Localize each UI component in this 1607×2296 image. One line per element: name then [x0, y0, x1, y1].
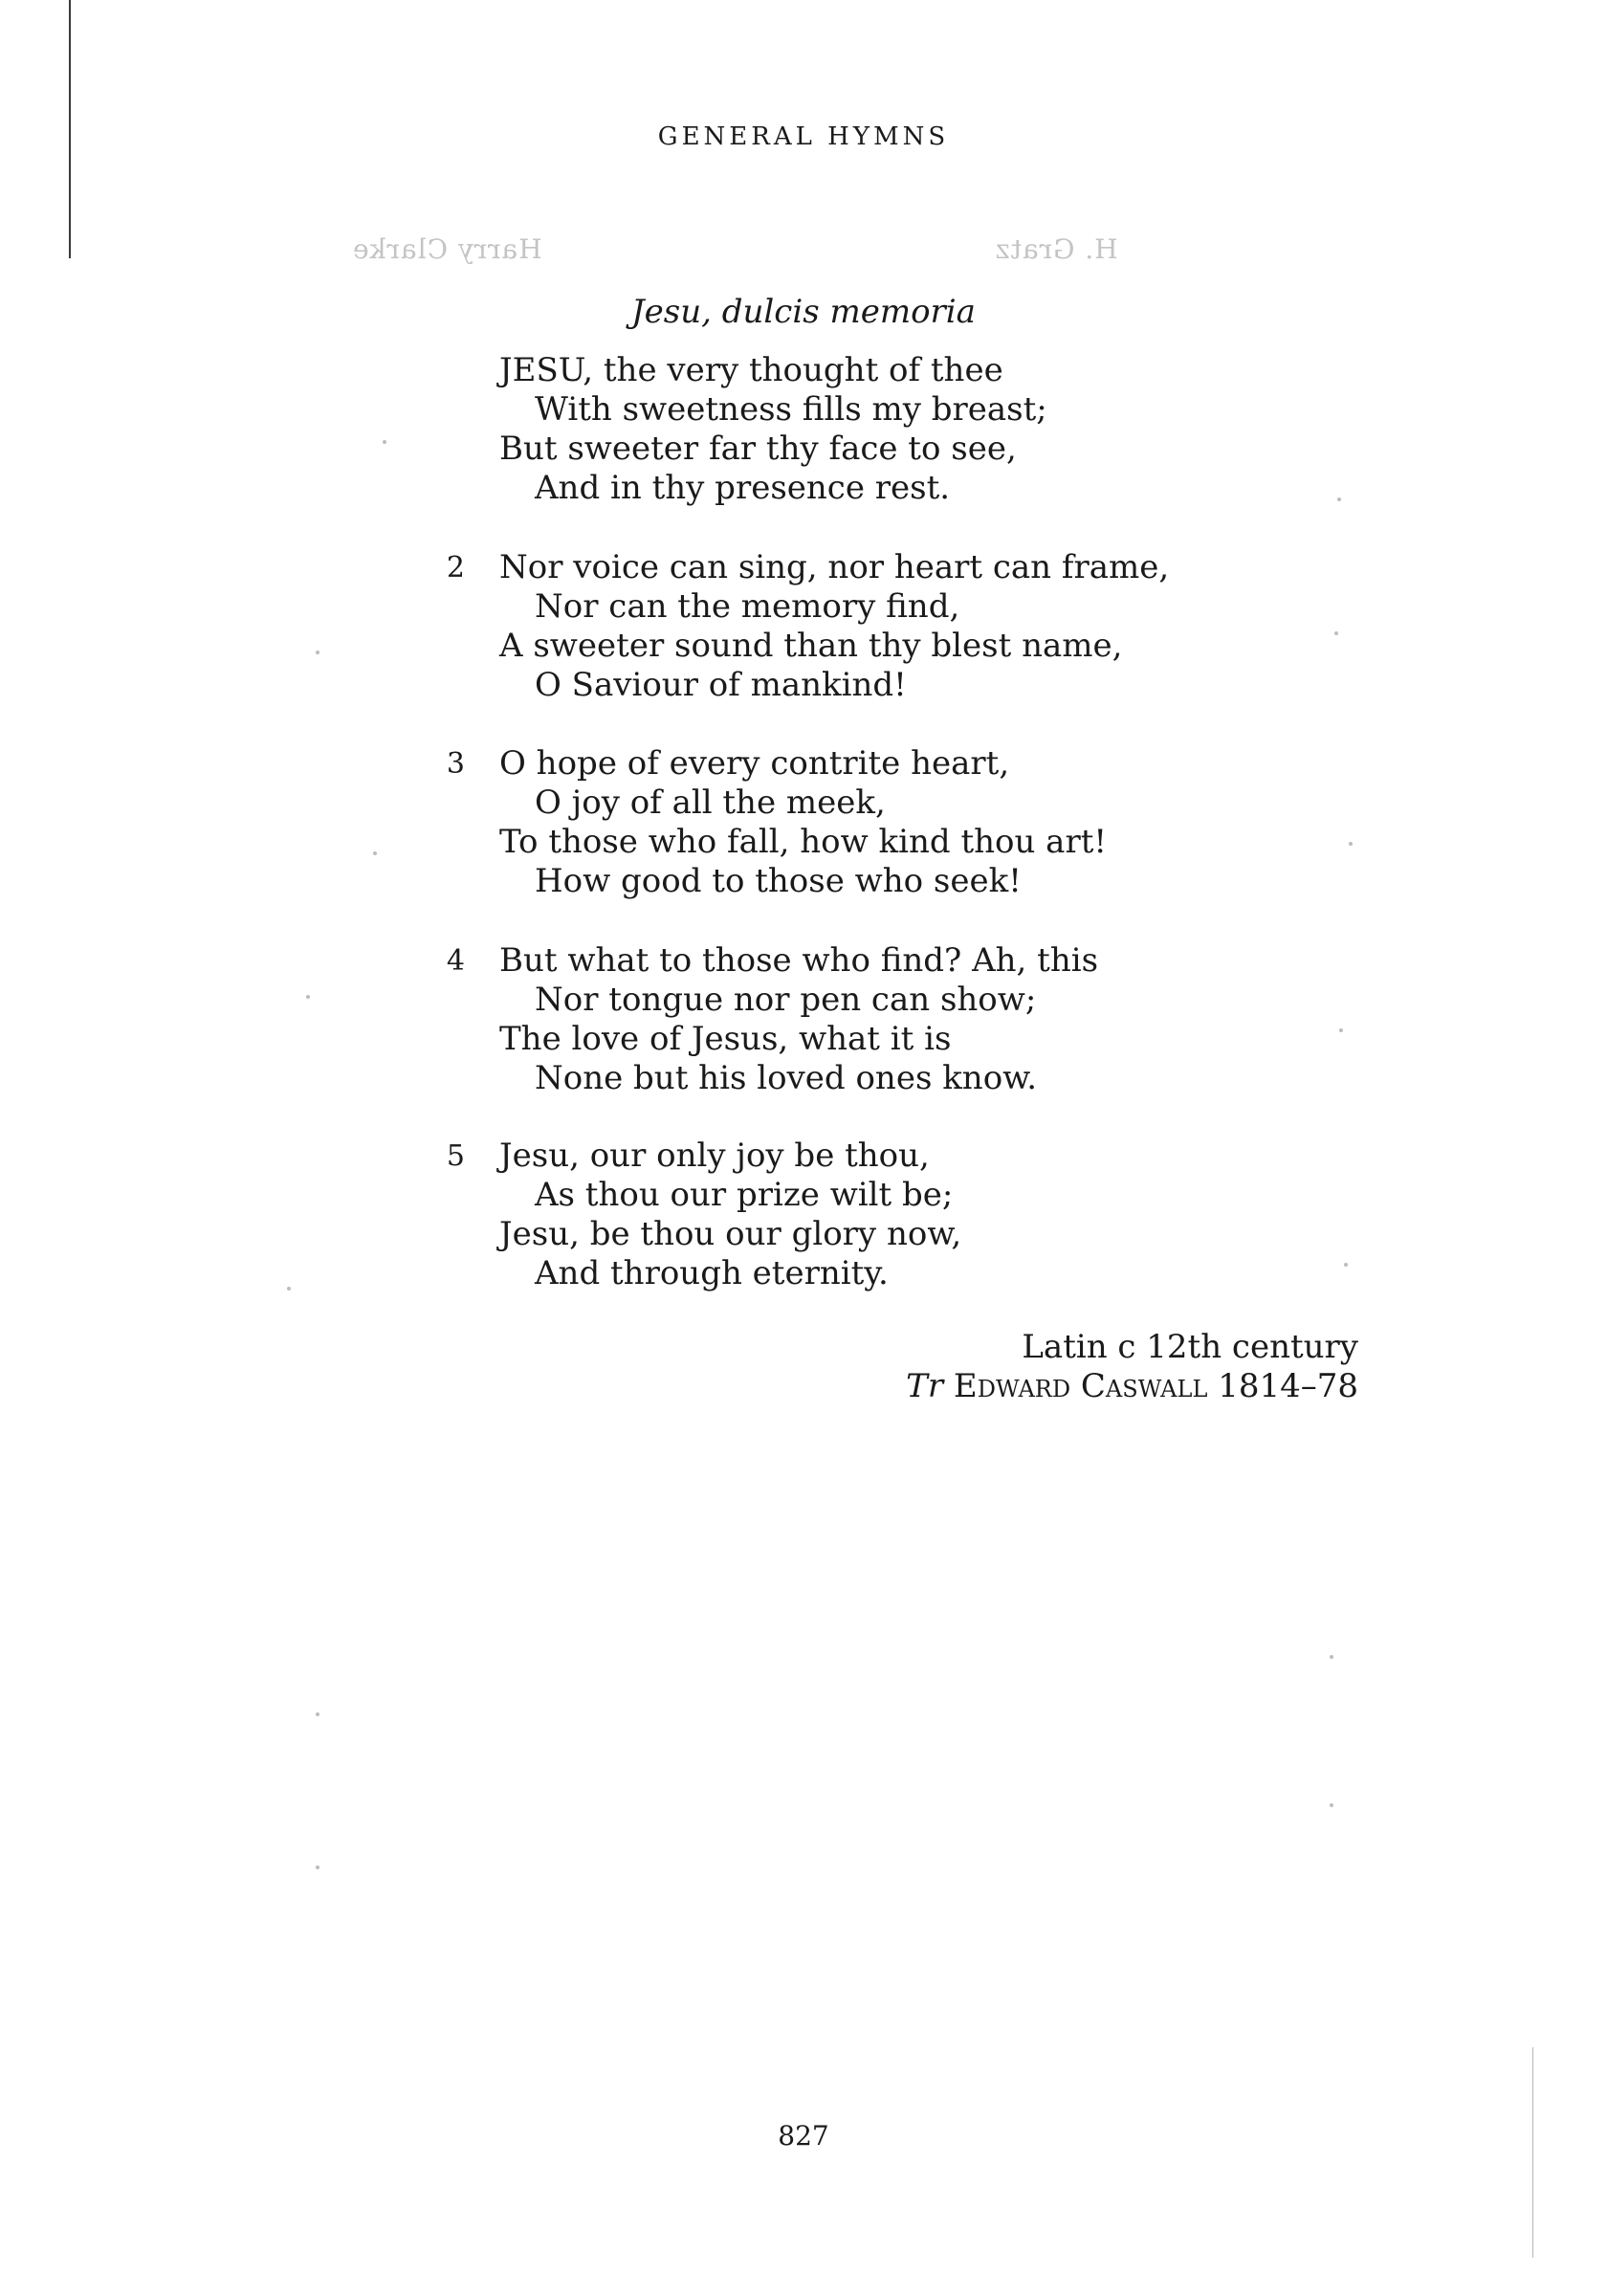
show-through-text-right: H. Gratz	[995, 233, 1118, 265]
attribution-translator	[906, 1367, 1358, 1405]
stanza-line: O hope of every contrite heart,	[499, 744, 1010, 783]
scan-speck	[316, 1712, 319, 1716]
scan-speck	[1337, 497, 1341, 501]
translator-name: Edward Caswall	[953, 1367, 1208, 1405]
stanza-line: A sweeter sound than thy blest name,	[499, 627, 1123, 665]
stanza-number: 4	[446, 944, 465, 978]
stanza-line: But sweeter far thy face to see,	[499, 430, 1017, 468]
stanza-line: How good to those who seek!	[535, 862, 1022, 900]
stanza-line: To those who fall, how kind thou art!	[499, 823, 1108, 861]
stanza-number: 3	[446, 747, 465, 781]
scan-speck	[316, 651, 319, 654]
stanza-line: As thou our prize wilt be;	[535, 1176, 954, 1214]
stanza-line: But what to those who find? Ah, this	[499, 941, 1099, 980]
running-header: GENERAL HYMNS	[657, 122, 950, 151]
scan-speck	[1330, 1803, 1333, 1807]
scan-speck	[287, 1287, 291, 1291]
scan-speck	[373, 851, 377, 855]
stanza-line: Nor can the memory find,	[535, 587, 960, 626]
page-number: 827	[778, 2120, 829, 2152]
scan-speck	[306, 995, 310, 999]
scan-speck	[1330, 1655, 1333, 1659]
stanza-number: 5	[446, 1139, 465, 1173]
show-through-text-left: Harry Clarke	[352, 233, 542, 265]
scan-speck	[1344, 1263, 1348, 1267]
stanza-line: JESU, the very thought of thee	[499, 351, 1003, 389]
stanza-line: Jesu, be thou our glory now,	[499, 1215, 962, 1253]
translator-prefix: Tr	[906, 1367, 944, 1405]
stanza-line: And through eternity.	[535, 1254, 889, 1292]
right-margin-edge	[1532, 2047, 1533, 2258]
attribution-source: Latin c 12th century	[1022, 1328, 1358, 1366]
stanza-line: None but his loved ones know.	[535, 1059, 1038, 1097]
scan-speck	[383, 440, 386, 444]
stanza-line: Jesu, our only joy be thou,	[499, 1137, 930, 1175]
scan-speck	[1349, 842, 1353, 846]
hymn-title: Jesu, dulcis memoria	[631, 293, 976, 331]
stanza-line: O joy of all the meek,	[535, 784, 886, 822]
stanza-line: With sweetness fills my breast;	[535, 390, 1047, 429]
scan-speck	[1334, 631, 1338, 635]
stanza-line: And in thy presence rest.	[535, 469, 951, 507]
stanza-line: Nor tongue nor pen can show;	[535, 981, 1037, 1019]
scan-speck	[1339, 1028, 1343, 1032]
scan-speck	[316, 1866, 319, 1869]
stanza-number: 2	[446, 551, 465, 585]
stanza-line: O Saviour of mankind!	[535, 666, 907, 704]
translator-dates: 1814–78	[1218, 1367, 1358, 1405]
stanza-line: Nor voice can sing, nor heart can frame,	[499, 548, 1170, 586]
stanza-line: The love of Jesus, what it is	[499, 1020, 952, 1058]
